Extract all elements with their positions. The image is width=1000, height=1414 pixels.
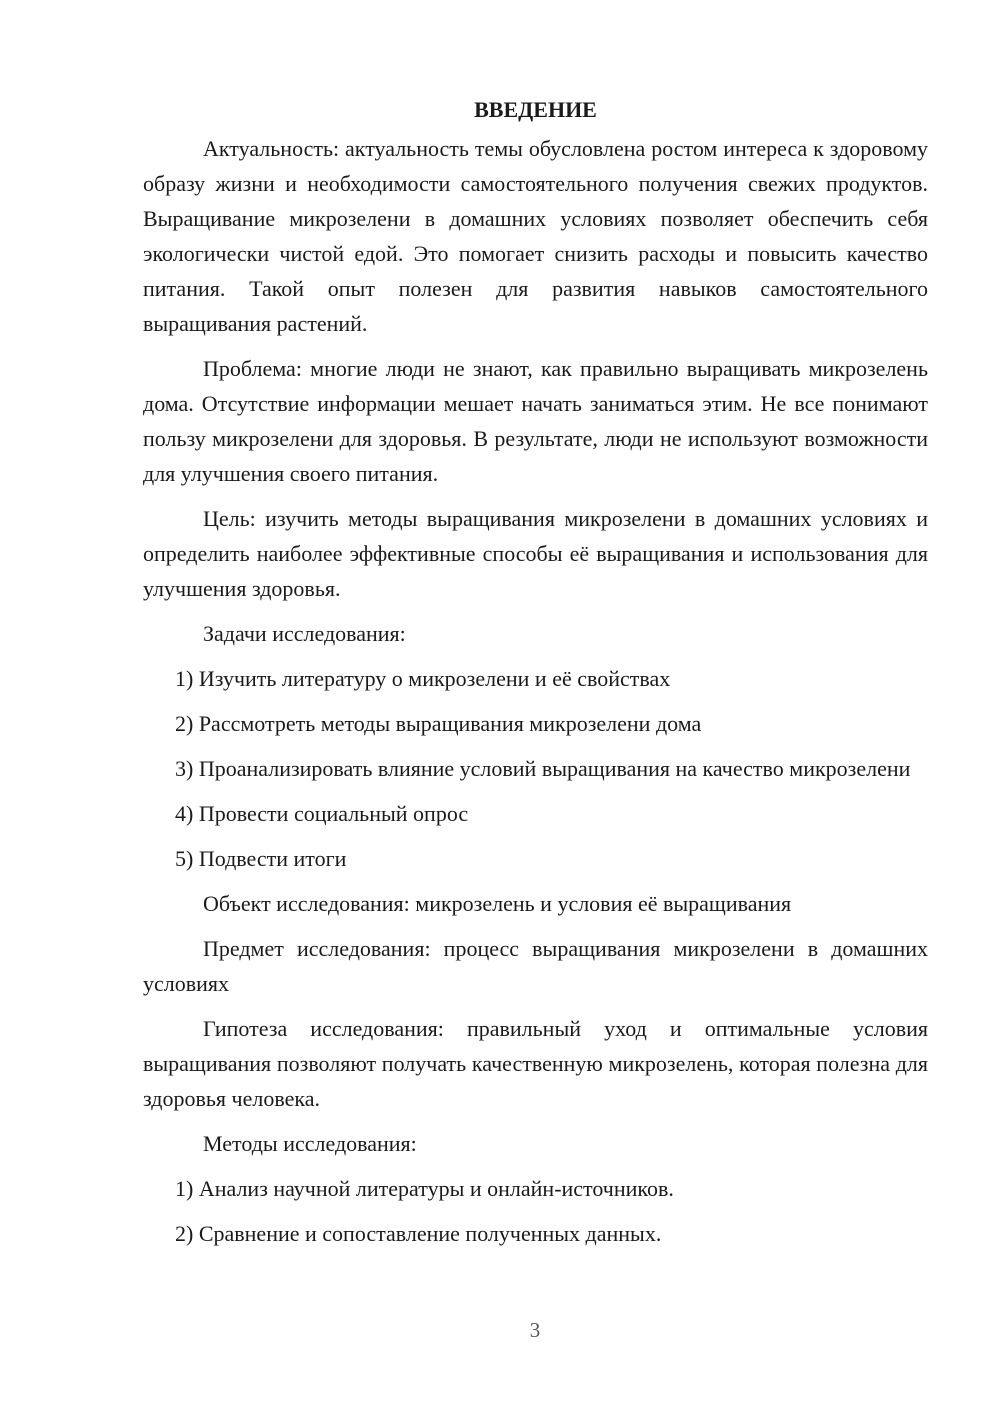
task-item-5: 5) Подвести итоги xyxy=(175,846,347,871)
goal-paragraph: Цель: изучить методы выращивания микрозелени в домашних условиях и определить наиболее эффективные способы её выращивания и использования для улучшения здоровья. xyxy=(143,506,928,601)
method-item-1: 1) Анализ научной литературы и онлайн-источников. xyxy=(175,1176,674,1201)
problem-paragraph: Проблема: многие люди не знают, как правильно выращивать микрозелень дома. Отсутствие информации мешает начать заниматься этим. Не все понимают пользу микрозелени для здоровья. В результате, люди не используют возможности для улучшения своего питания. xyxy=(143,356,928,486)
task-item-2: 2) Рассмотреть методы выращивания микрозелени дома xyxy=(175,711,702,736)
task-item-3: 3) Проанализировать влияние условий выращивания на качество микрозелени xyxy=(175,756,911,781)
relevance-paragraph: Актуальность: актуальность темы обусловлена ростом интереса к здоровому образу жизни и необходимости самостоятельного получения свежих продуктов. Выращивание микрозелени в домашних условиях позволяет обеспечить себя экологически чистой едой. Это помогает снизить расходы и повысить качество питания. Такой опыт полезен для развития навыков самостоятельного выращивания растений. xyxy=(143,136,928,336)
object-paragraph: Объект исследования: микрозелень и условия её выращивания xyxy=(203,891,792,916)
task-item-4: 4) Провести социальный опрос xyxy=(175,801,469,826)
section-title: ВВЕДЕНИЕ xyxy=(474,97,597,122)
subject-paragraph: Предмет исследования: процесс выращивания микрозелени в домашних условиях xyxy=(143,936,928,996)
methods-heading: Методы исследования: xyxy=(203,1131,417,1156)
task-item-1: 1) Изучить литературу о микрозелени и её свойствах xyxy=(175,666,671,691)
hypothesis-paragraph: Гипотеза исследования: правильный уход и оптимальные условия выращивания позволяют получать качественную микрозелень, которая полезна для здоровья человека. xyxy=(143,1016,928,1111)
method-item-2: 2) Сравнение и сопоставление полученных данных. xyxy=(175,1221,662,1246)
page-number: 3 xyxy=(529,1318,541,1342)
document-page xyxy=(143,92,928,1261)
tasks-heading: Задачи исследования: xyxy=(203,621,406,646)
